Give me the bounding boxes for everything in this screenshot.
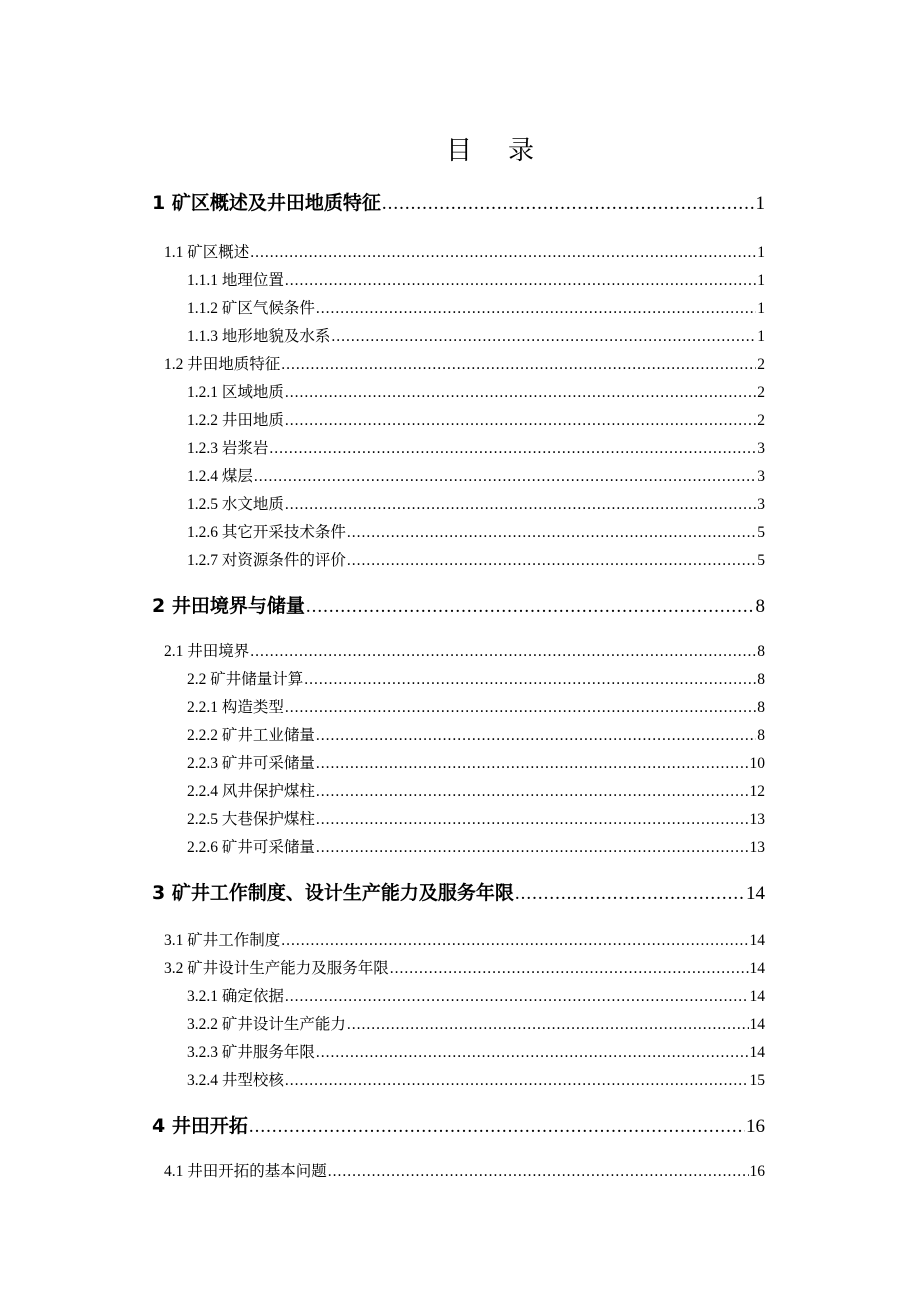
toc-dot-leader xyxy=(281,932,748,950)
toc-entry-label: 2.2.2 矿井工业储量 xyxy=(187,727,315,744)
toc-entry[interactable] xyxy=(187,723,765,745)
toc-dot-leader xyxy=(316,839,749,857)
toc-dot-leader xyxy=(249,1116,745,1138)
toc-entry-label: 2.1 井田境界 xyxy=(164,643,250,660)
toc-entry[interactable] xyxy=(187,779,765,801)
toc-entry[interactable] xyxy=(187,1012,765,1034)
toc-entry-label: 3.2.3 矿井服务年限 xyxy=(187,1044,315,1061)
toc-entry-label: 1.1 矿区概述 xyxy=(164,244,250,261)
toc-entry-page-number: 12 xyxy=(749,783,765,800)
toc-entry-page-number: 1 xyxy=(757,328,765,345)
toc-entry-page-number: 16 xyxy=(746,1116,765,1137)
toc-entry-page-number: 16 xyxy=(749,1163,765,1180)
toc-entry[interactable] xyxy=(152,878,765,905)
toc-entry[interactable] xyxy=(187,296,765,318)
toc-entry-page-number: 2 xyxy=(757,356,765,373)
toc-title xyxy=(0,130,920,167)
toc-entry[interactable] xyxy=(187,520,765,542)
toc-entry-label: 3 矿井工作制度、设计生产能力及服务年限 xyxy=(152,882,514,904)
toc-entry-page-number: 14 xyxy=(749,1044,765,1061)
toc-entry-page-number: 15 xyxy=(749,1072,765,1089)
toc-entry[interactable] xyxy=(164,240,765,262)
toc-entry-label: 3.1 矿井工作制度 xyxy=(164,932,281,949)
toc-entry-page-number: 5 xyxy=(757,552,765,569)
toc-entry-page-number: 2 xyxy=(757,384,765,401)
toc-entry-page-number: 3 xyxy=(757,468,765,485)
toc-entry-page-number: 1 xyxy=(755,193,765,214)
toc-entry[interactable] xyxy=(187,436,765,458)
toc-entry-page-number: 3 xyxy=(757,496,765,513)
toc-entry[interactable] xyxy=(187,1068,765,1090)
toc-entry-label: 1.1.3 地形地貌及水系 xyxy=(187,328,331,345)
toc-dot-leader xyxy=(316,300,756,318)
toc-entry[interactable] xyxy=(187,548,765,570)
toc-entry-page-number: 1 xyxy=(757,272,765,289)
toc-dot-leader xyxy=(515,883,745,905)
toc-entry-label: 3.2.2 矿井设计生产能力 xyxy=(187,1016,346,1033)
toc-entry-label: 4 井田开拓 xyxy=(152,1115,248,1137)
toc-entry-page-number: 13 xyxy=(749,839,765,856)
toc-entry-page-number: 8 xyxy=(757,699,765,716)
toc-dot-leader xyxy=(390,960,749,978)
toc-dot-leader xyxy=(306,596,755,618)
toc-entry-label: 2.2.3 矿井可采储量 xyxy=(187,755,315,772)
toc-entry-page-number: 8 xyxy=(757,643,765,660)
toc-entry[interactable] xyxy=(187,751,765,773)
toc-entry-page-number: 14 xyxy=(749,932,765,949)
toc-dot-leader xyxy=(328,1163,749,1181)
toc-entry[interactable] xyxy=(187,984,765,1006)
toc-dot-leader xyxy=(285,496,756,514)
toc-entry-label: 1 矿区概述及井田地质特征 xyxy=(152,192,381,214)
toc-entry-label: 2 井田境界与储量 xyxy=(152,595,305,617)
toc-entry-label: 2.2.6 矿井可采储量 xyxy=(187,839,315,856)
toc-entry-page-number: 5 xyxy=(757,524,765,541)
toc-entry-label: 3.2.4 井型校核 xyxy=(187,1072,284,1089)
toc-dot-leader xyxy=(304,671,756,689)
toc-entry[interactable] xyxy=(187,807,765,829)
toc-entry-page-number: 13 xyxy=(749,811,765,828)
toc-entry[interactable] xyxy=(187,408,765,430)
toc-entry[interactable] xyxy=(164,928,765,950)
toc-entry-page-number: 14 xyxy=(746,883,765,904)
toc-entry-page-number: 8 xyxy=(757,727,765,744)
toc-entry[interactable] xyxy=(152,188,765,215)
toc-entry-page-number: 14 xyxy=(749,960,765,977)
toc-entry[interactable] xyxy=(187,667,765,689)
toc-entry-page-number: 1 xyxy=(757,244,765,261)
toc-entry-page-number: 1 xyxy=(757,300,765,317)
toc-entry-label: 1.2.2 井田地质 xyxy=(187,412,284,429)
toc-dot-leader xyxy=(269,440,756,458)
toc-dot-leader xyxy=(285,988,749,1006)
toc-title-char-1: 目 xyxy=(445,136,472,166)
toc-entry-label: 1.1.1 地理位置 xyxy=(187,272,284,289)
toc-dot-leader xyxy=(316,1044,749,1062)
toc-title-char-2: 录 xyxy=(508,136,535,166)
toc-dot-leader xyxy=(316,727,756,745)
toc-entry-label: 1.1.2 矿区气候条件 xyxy=(187,300,315,317)
toc-dot-leader xyxy=(250,643,756,661)
toc-entry[interactable] xyxy=(152,1111,765,1138)
toc-entry[interactable] xyxy=(187,268,765,290)
toc-entry-label: 2.2.1 构造类型 xyxy=(187,699,284,716)
toc-dot-leader xyxy=(347,552,756,570)
toc-dot-leader xyxy=(316,811,749,829)
toc-entry-label: 1.2.5 水文地质 xyxy=(187,496,284,513)
toc-entry-label: 2.2 矿井储量计算 xyxy=(187,671,304,688)
toc-dot-leader xyxy=(250,244,756,262)
toc-dot-leader xyxy=(347,524,756,542)
toc-dot-leader xyxy=(285,272,756,290)
toc-entry-label: 1.2.1 区域地质 xyxy=(187,384,284,401)
toc-entry-label: 3.2 矿井设计生产能力及服务年限 xyxy=(164,960,389,977)
toc-entry-label: 3.2.1 确定依据 xyxy=(187,988,284,1005)
toc-entry[interactable] xyxy=(187,492,765,514)
toc-entry[interactable] xyxy=(164,956,765,978)
toc-entry-page-number: 2 xyxy=(757,412,765,429)
toc-entry-label: 1.2.3 岩浆岩 xyxy=(187,440,269,457)
toc-entry-page-number: 10 xyxy=(749,755,765,772)
toc-entry[interactable] xyxy=(187,464,765,486)
toc-entry-page-number: 3 xyxy=(757,440,765,457)
toc-entry-page-number: 14 xyxy=(749,1016,765,1033)
toc-dot-leader xyxy=(347,1016,749,1034)
toc-dot-leader xyxy=(382,193,755,215)
toc-entry-page-number: 14 xyxy=(749,988,765,1005)
toc-dot-leader xyxy=(254,468,756,486)
toc-entry-label: 1.2.6 其它开采技术条件 xyxy=(187,524,346,541)
toc-entry-page-number: 8 xyxy=(755,596,765,617)
toc-entry-label: 2.2.5 大巷保护煤柱 xyxy=(187,811,315,828)
toc-entry-label: 2.2.4 风井保护煤柱 xyxy=(187,783,315,800)
toc-dot-leader xyxy=(316,783,749,801)
toc-dot-leader xyxy=(285,412,756,430)
toc-dot-leader xyxy=(316,755,749,773)
toc-dot-leader xyxy=(285,384,756,402)
toc-entry[interactable] xyxy=(187,835,765,857)
toc-entry-label: 1.2 井田地质特征 xyxy=(164,356,281,373)
toc-entry[interactable] xyxy=(187,1040,765,1062)
toc-entry[interactable] xyxy=(164,352,765,374)
toc-entry[interactable] xyxy=(187,695,765,717)
toc-entry[interactable] xyxy=(187,380,765,402)
toc-dot-leader xyxy=(331,328,756,346)
toc-dot-leader xyxy=(285,699,756,717)
toc-entry-label: 4.1 井田开拓的基本问题 xyxy=(164,1163,327,1180)
toc-entry-label: 1.2.7 对资源条件的评价 xyxy=(187,552,346,569)
toc-entry-label: 1.2.4 煤层 xyxy=(187,468,253,485)
toc-entry[interactable] xyxy=(164,1159,765,1181)
toc-entry-page-number: 8 xyxy=(757,671,765,688)
toc-dot-leader xyxy=(281,356,756,374)
toc-entry[interactable] xyxy=(152,591,765,618)
toc-entry[interactable] xyxy=(164,639,765,661)
toc-dot-leader xyxy=(285,1072,749,1090)
toc-entry[interactable] xyxy=(187,324,765,346)
